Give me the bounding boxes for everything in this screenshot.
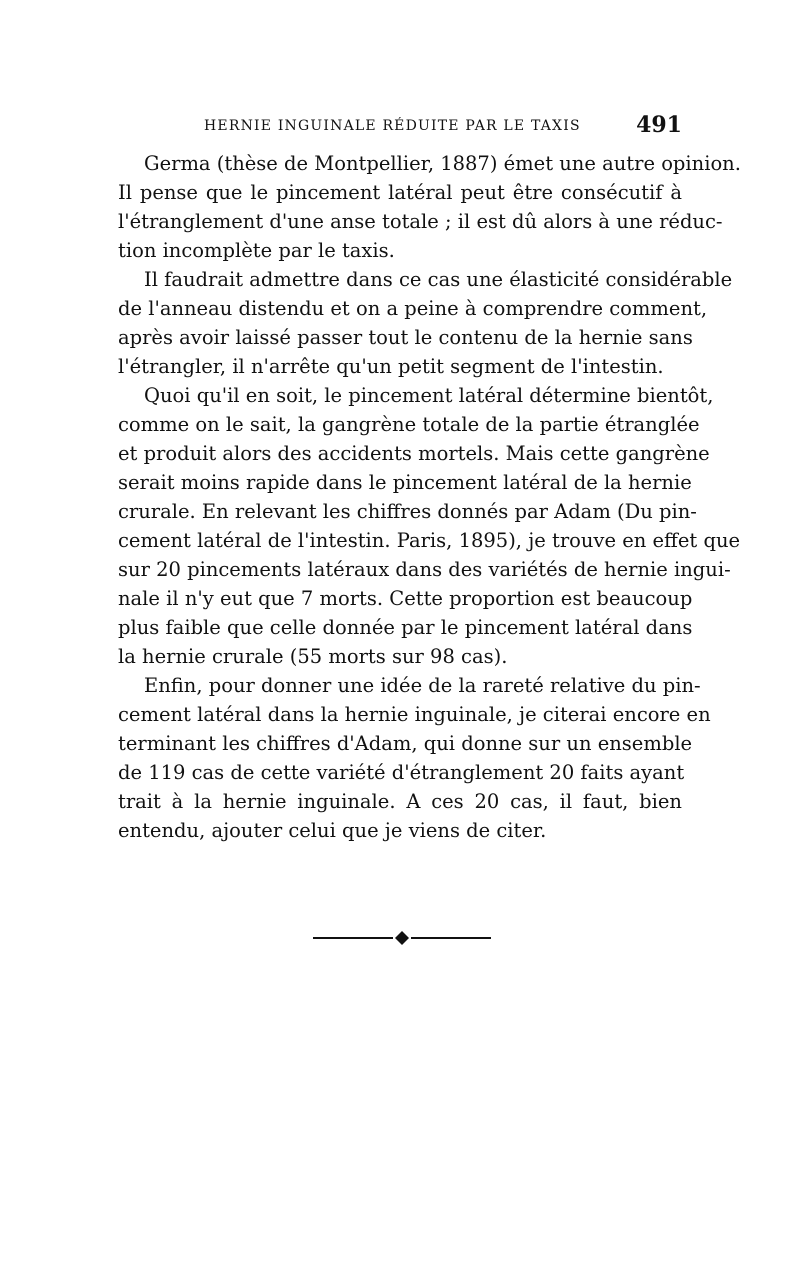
end-ornament [313,927,491,949]
text-line: la hernie crurale (55 morts sur 98 cas). [118,645,508,668]
text-line: tion incomplète par le taxis. [118,239,395,262]
paragraph-3 [118,381,741,671]
text-line: cement latéral de l'intestin. Paris, 1895), je trouve en effet que [118,529,741,552]
paragraph-1 [118,149,741,265]
text-line: après avoir laissé passer tout le contenu de la hernie sans [118,326,693,349]
body-text [118,149,741,845]
text-line: Il faudrait admettre dans ce cas une élasticité considérable [144,268,733,291]
text-line: entendu, ajouter celui que je viens de citer. [118,819,547,842]
running-header [118,112,682,142]
text-line: Il pense que le pincement latéral peut être consécutif à [118,181,682,204]
text-line: cement latéral dans la hernie inguinale, je citerai encore en [118,703,711,726]
text-line: l'étranglement d'une anse totale ; il est dû alors à une réduc- [118,210,723,233]
ornament-rule-left [313,937,393,939]
text-line: et produit alors des accidents mortels. Mais cette gangrène [118,442,710,465]
text-line: Quoi qu'il en soit, le pincement latéral détermine bientôt, [144,384,714,407]
page-number: 491 [636,112,682,138]
text-line: trait à la hernie inguinale. A ces 20 cas, il faut, bien [118,790,682,813]
text-line: de l'anneau distendu et on a peine à comprendre comment, [118,297,708,320]
text-line: Germa (thèse de Montpellier, 1887) émet une autre opinion. [144,152,741,175]
paragraph-2 [118,265,733,381]
text-line: Enfin, pour donner une idée de la rareté relative du pin- [144,674,701,697]
text-line: de 119 cas de cette variété d'étranglement 20 faits ayant [118,761,685,784]
running-title: HERNIE INGUINALE RÉDUITE PAR LE TAXIS [204,118,581,134]
paragraph-4 [118,671,711,845]
text-line: sur 20 pincements latéraux dans des variétés de hernie ingui- [118,558,731,581]
text-line: plus faible que celle donnée par le pincement latéral dans [118,616,693,639]
text-line: comme on le sait, la gangrène totale de la partie étranglée [118,413,700,436]
text-line: crurale. En relevant les chiffres donnés par Adam (Du pin- [118,500,697,523]
text-line: serait moins rapide dans le pincement latéral de la hernie [118,471,692,494]
diamond-icon [395,931,409,945]
text-line: nale il n'y eut que 7 morts. Cette proportion est beaucoup [118,587,693,610]
text-line: terminant les chiffres d'Adam, qui donne sur un ensemble [118,732,693,755]
ornament-rule-right [411,937,491,939]
text-line: l'étrangler, il n'arrête qu'un petit segment de l'intestin. [118,355,664,378]
